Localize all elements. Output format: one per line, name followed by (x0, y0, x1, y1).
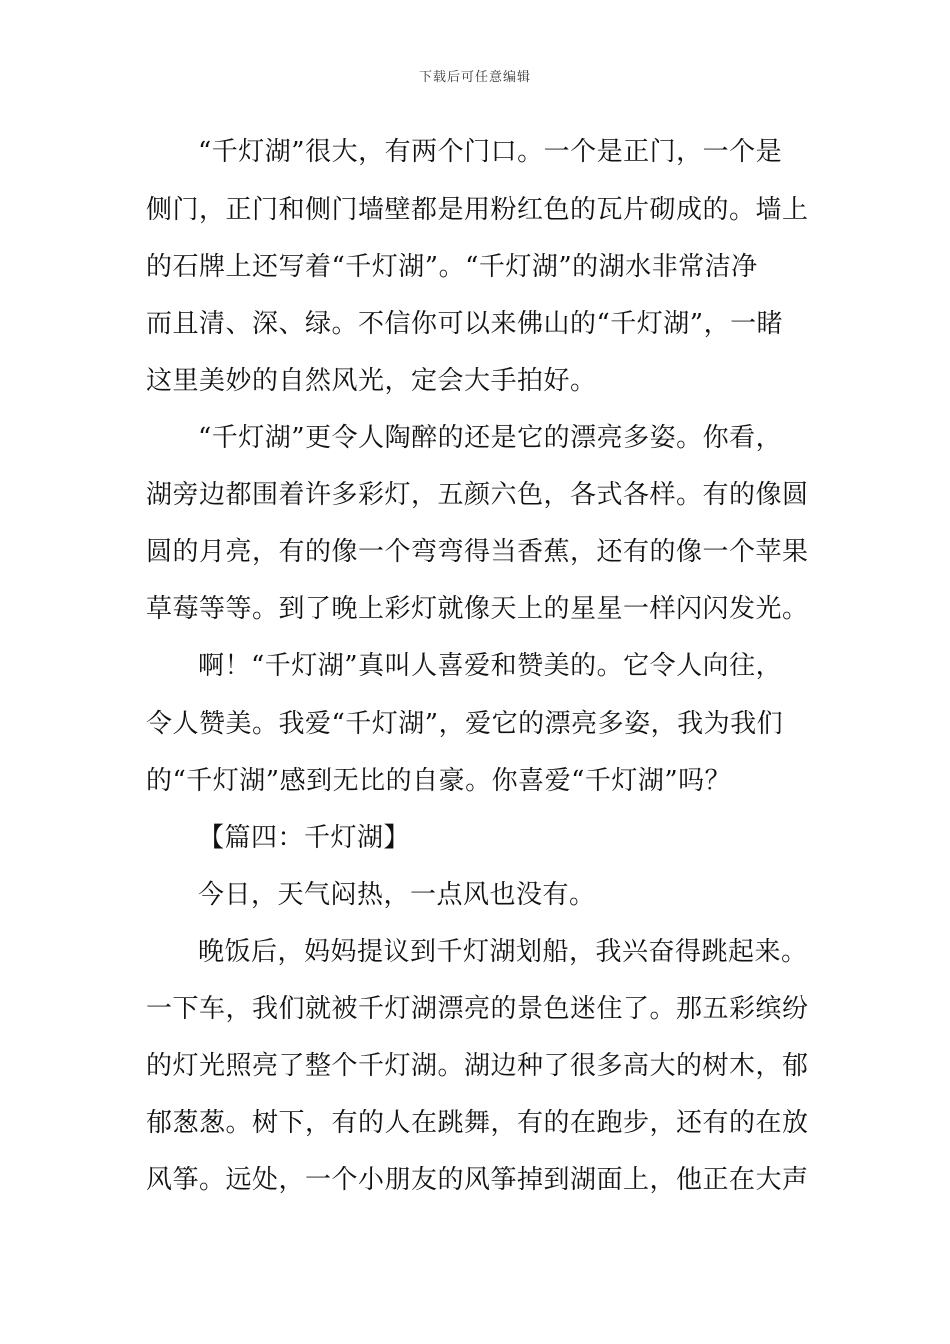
paragraph-line: 侧门，正门和侧门墙壁都是用粉红色的瓦片砌成的。墙上 (146, 195, 809, 225)
paragraph-line: 的“千灯湖”感到无比的自豪。你喜爱“千灯湖”吗？ (146, 766, 732, 796)
paragraph-line: 这里美妙的自然风光，定会大手拍好。 (146, 366, 597, 396)
paragraph-line: 的灯光照亮了整个千灯湖。湖边种了很多高大的树木，郁 (146, 1051, 809, 1081)
paragraph-line: 圆的月亮，有的像一个弯弯得当香蕉，还有的像一个苹果 (146, 537, 809, 567)
paragraph-line: 啊！“千灯湖”真叫人喜爱和赞美的。它令人向往， (198, 651, 783, 681)
paragraph-line: “千灯湖”很大，有两个门口。一个是正门，一个是 (198, 137, 783, 167)
paragraph-line: 令人赞美。我爱“千灯湖”，爱它的漂亮多姿，我为我们 (146, 709, 784, 739)
paragraph-line: 郁葱葱。树下，有的人在跳舞，有的在跑步，还有的在放 (146, 1108, 809, 1138)
paragraph-line: 而且清、深、绿。不信你可以来佛山的“千灯湖”，一睹 (146, 309, 784, 339)
header-note: 下载后可任意编辑 (418, 70, 531, 85)
paragraph-line: 草莓等等。到了晚上彩灯就像天上的星星一样闪闪发光。 (146, 594, 809, 624)
paragraph-line: 晚饭后，妈妈提议到千灯湖划船，我兴奋得跳起来。 (198, 937, 808, 967)
paragraph-line: 今日，天气闷热，一点风也没有。 (198, 880, 596, 910)
section-heading: 【篇四：千灯湖】 (198, 823, 411, 853)
paragraph-line: “千灯湖”更令人陶醉的还是它的漂亮多姿。你看， (198, 423, 783, 453)
paragraph-line: 湖旁边都围着许多彩灯，五颜六色，各式各样。有的像圆 (146, 480, 809, 510)
paragraph-line: 一下车，我们就被千灯湖漂亮的景色迷住了。那五彩缤纷 (146, 994, 809, 1024)
paragraph-line: 风筝。远处，一个小朋友的风筝掉到湖面上，他正在大声 (146, 1165, 809, 1195)
paragraph-line: 的石牌上还写着“千灯湖”。“千灯湖”的湖水非常洁净 (146, 252, 758, 282)
